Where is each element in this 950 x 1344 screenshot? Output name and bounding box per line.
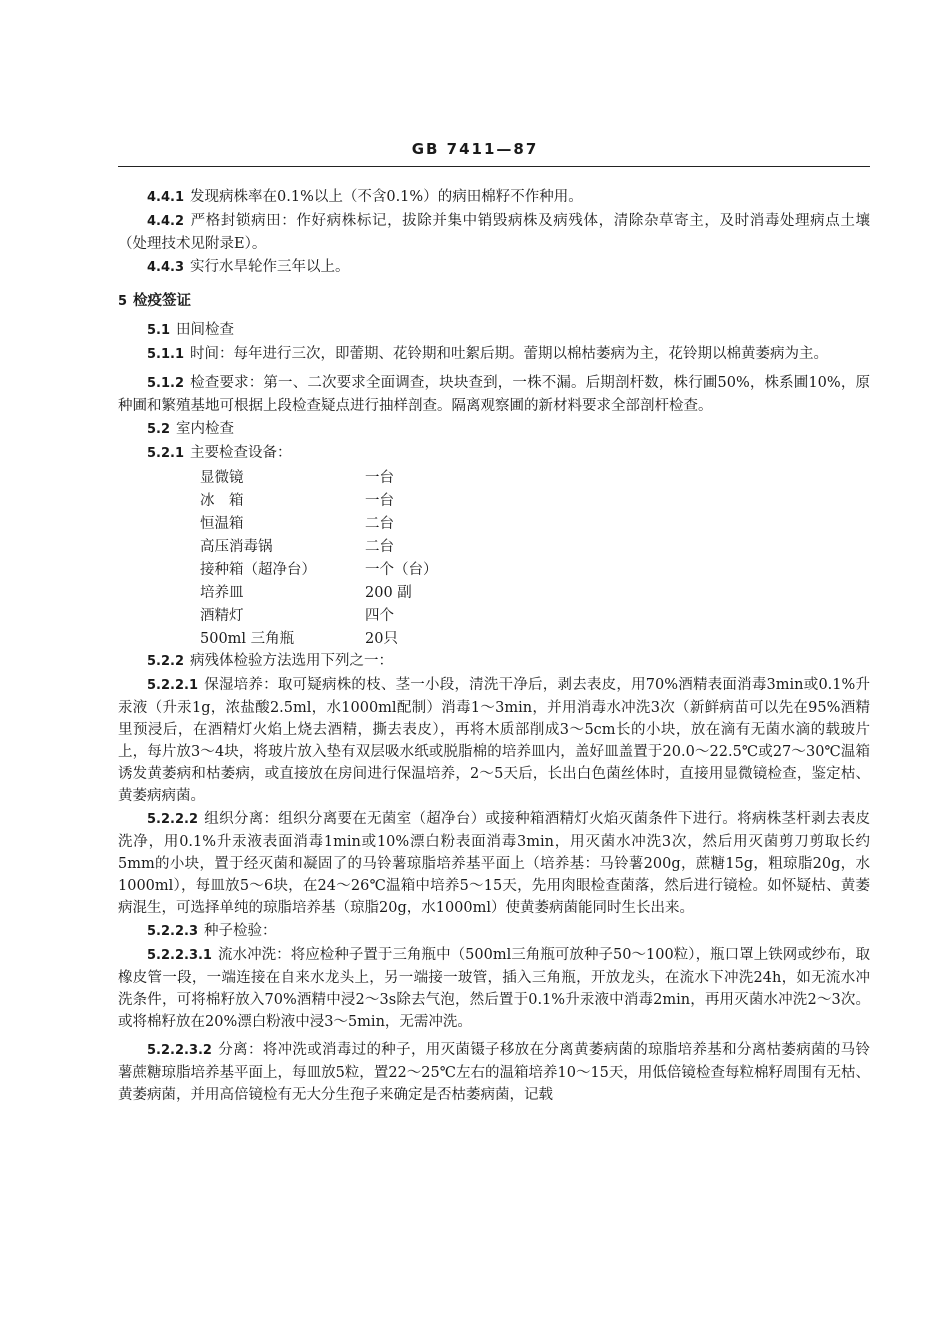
section-5-heading: 5 检疫签证 bbox=[118, 292, 192, 309]
clause-5-2-1: 5.2.1 主要检查设备： bbox=[147, 445, 292, 461]
equipment-name: 培养皿 bbox=[200, 584, 244, 601]
equipment-row bbox=[200, 627, 485, 650]
header-rule bbox=[118, 166, 870, 167]
section-5-2-heading: 5.2 室内检查 bbox=[147, 421, 235, 437]
clause-5-2-2-3-2: 5.2.2.3.2 分离：将冲洗或消毒过的种子，用灭菌镊子移放在分离黄萎病菌的琼脂培养基和分离枯萎病菌的马铃薯蔗糖琼脂培养基平面上，每皿放5粒，置22～25℃左右的温箱培养10～15天，用低倍镜检查每粒棉籽周围有无枯、黄萎病菌，并用高倍镜检有无大分生孢子来确定是否枯萎病菌，记载 bbox=[118, 1042, 870, 1103]
equipment-list bbox=[200, 466, 485, 650]
equipment-quantity: 20只 bbox=[365, 630, 398, 647]
clause-5-2-2-3: 5.2.2.3 种子检验： bbox=[147, 923, 277, 939]
clause-4-4-2: 4.4.2 严格封锁病田：作好病株标记，拔除并集中销毁病株及病残体，清除杂草寄主，及时消毒处理病点土壤（处理技术见附录E）。 bbox=[118, 213, 870, 252]
equipment-row bbox=[200, 558, 485, 581]
equipment-quantity: 二台 bbox=[365, 515, 394, 532]
clause-5-2-2-1: 5.2.2.1 保湿培养：取可疑病株的枝、茎一小段，清洗干净后，剥去表皮，用70%酒精表面消毒3min或0.1%升汞液（升汞1g，浓盐酸2.5ml，水1000ml配制）消毒1～3min，并用消毒水冲洗3次（新鲜病苗可以先在95%酒精里预浸后，在酒精灯火焰上烧去酒精，撕去表皮），再将木质部削成3～5cm长的小块，放在滴有无菌水滴的载玻片上，每片放3～4块，将玻片放入垫有双层吸水纸或脱脂棉的培养皿内，盖好皿盖置于20.0～22.5℃或27～30℃温箱诱发黄萎病和枯萎病，或直接放在房间进行保温培养，2～5天后，长出白色菌丝体时，直接用显微镜检查，鉴定枯、黄萎病病菌。 bbox=[118, 677, 870, 804]
equipment-name: 显微镜 bbox=[200, 469, 244, 486]
standard-code-header: GB 7411—87 bbox=[411, 140, 539, 158]
equipment-name: 高压消毒锅 bbox=[200, 538, 273, 555]
equipment-name: 500ml 三角瓶 bbox=[200, 630, 295, 647]
clause-5-1-2: 5.1.2 检查要求：第一、二次要求全面调查，块块查到，一株不漏。后期剖杆数，株行圃50%，株系圃10%，原种圃和繁殖基地可根据上段检查疑点进行抽样剖查。隔离观察圃的新材料要求全部剖杆检查。 bbox=[118, 375, 870, 414]
equipment-name: 接种箱（超净台） bbox=[200, 561, 316, 578]
equipment-quantity: 四个 bbox=[365, 607, 394, 624]
clause-5-1-1: 5.1.1 时间：每年进行三次，即蕾期、花铃期和吐絮后期。蕾期以棉枯萎病为主，花铃期以棉黄萎病为主。 bbox=[147, 346, 829, 362]
equipment-row bbox=[200, 535, 485, 558]
equipment-row bbox=[200, 581, 485, 604]
clause-4-4-3: 4.4.3 实行水旱轮作三年以上。 bbox=[147, 259, 350, 275]
equipment-quantity: 一台 bbox=[365, 469, 394, 486]
equipment-name: 恒温箱 bbox=[200, 515, 244, 532]
equipment-row bbox=[200, 466, 485, 489]
clause-5-2-2-2: 5.2.2.2 组织分离：组织分离要在无菌室（超净台）或接种箱酒精灯火焰灭菌条件下进行。将病株茎杆剥去表皮洗净，用0.1%升汞液表面消毒1min或10%漂白粉表面消毒3min，用灭菌水冲洗3次，然后用灭菌剪刀剪取长约5mm的小块，置于经灭菌和凝固了的马铃薯琼脂培养基平面上（培养基：马铃薯200g，蔗糖15g，粗琼脂20g，水1000ml），每皿放5～6块，在24～26℃温箱中培养5～15天，先用肉眼检查菌落，然后进行镜检。如怀疑枯、黄萎病混生，可选择单纯的琼脂培养基（琼脂20g，水1000ml）使黄萎病菌能同时生长出来。 bbox=[118, 811, 870, 916]
equipment-row bbox=[200, 489, 485, 512]
equipment-row bbox=[200, 604, 485, 627]
equipment-name: 酒精灯 bbox=[200, 607, 244, 624]
equipment-name: 冰 箱 bbox=[200, 492, 244, 509]
clause-5-2-2-3-1: 5.2.2.3.1 流水冲洗：将应检种子置于三角瓶中（500ml三角瓶可放种子50～100粒），瓶口罩上铁网或纱布，取橡皮管一段，一端连接在自来水龙头上，另一端接一玻管，插入三角瓶，开放龙头，在流水下冲洗24h，如无流水冲洗条件，可将棉籽放入70%酒精中浸2～3s除去气泡，然后置于0.1%升汞液中消毒2min，再用灭菌水冲洗2～3次。或将棉籽放在20%漂白粉液中浸3～5min，无需冲洗。 bbox=[118, 947, 870, 1030]
equipment-quantity: 一个（台） bbox=[365, 561, 438, 578]
clause-4-4-1: 4.4.1 发现病株率在0.1%以上（不含0.1%）的病田棉籽不作种用。 bbox=[147, 189, 583, 205]
equipment-quantity: 一台 bbox=[365, 492, 394, 509]
document-body bbox=[118, 186, 870, 1107]
equipment-quantity: 二台 bbox=[365, 538, 394, 555]
equipment-row bbox=[200, 512, 485, 535]
clause-5-2-2: 5.2.2 病残体检验方法选用下列之一： bbox=[147, 653, 394, 669]
section-5-1-heading: 5.1 田间检查 bbox=[147, 322, 235, 338]
equipment-quantity: 200 副 bbox=[365, 584, 412, 601]
